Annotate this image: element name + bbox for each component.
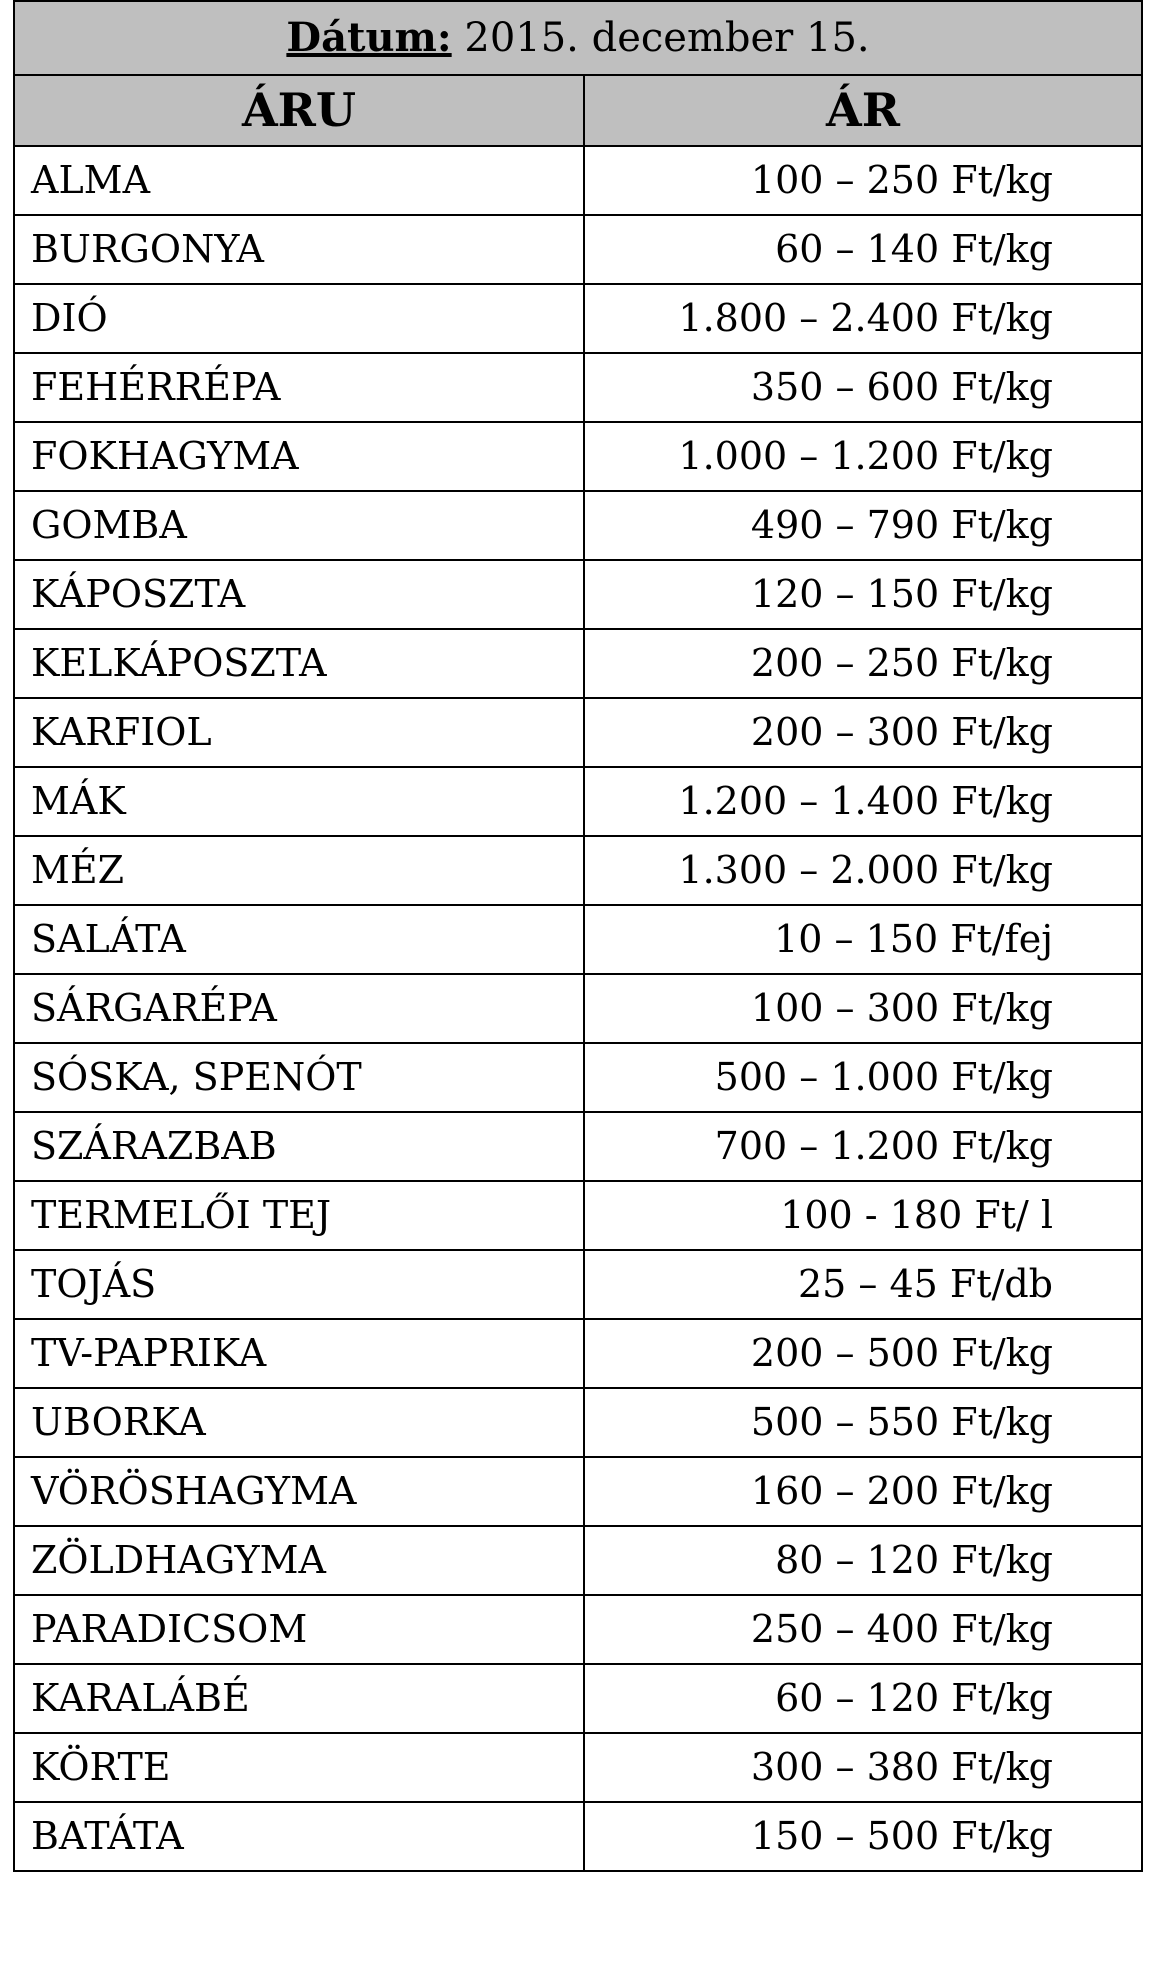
table-row [14,284,1142,353]
table-row [14,1733,1142,1802]
item-name-cell: SÓSKA, SPENÓT [14,1043,584,1112]
item-name-cell: TV-PAPRIKA [14,1319,584,1388]
table-row [14,905,1142,974]
table-row [14,1043,1142,1112]
price-cell: 1.200 – 1.400 Ft/kg [584,767,1142,836]
price-cell: 60 – 140 Ft/kg [584,215,1142,284]
item-name-cell: GOMBA [14,491,584,560]
price-cell: 200 – 250 Ft/kg [584,629,1142,698]
price-cell: 1.300 – 2.000 Ft/kg [584,836,1142,905]
item-name-cell: KARFIOL [14,698,584,767]
table-row [14,698,1142,767]
item-name-cell: MÁK [14,767,584,836]
table-row [14,1319,1142,1388]
table-row [14,215,1142,284]
table-row [14,491,1142,560]
item-name-cell: SZÁRAZBAB [14,1112,584,1181]
price-cell: 500 – 1.000 Ft/kg [584,1043,1142,1112]
item-name-cell: ALMA [14,146,584,215]
table-row [14,1664,1142,1733]
item-name-cell: FEHÉRRÉPA [14,353,584,422]
table-row [14,353,1142,422]
price-cell: 160 – 200 Ft/kg [584,1457,1142,1526]
price-table [13,0,1143,1872]
price-cell: 120 – 150 Ft/kg [584,560,1142,629]
price-cell: 700 – 1.200 Ft/kg [584,1112,1142,1181]
price-cell: 300 – 380 Ft/kg [584,1733,1142,1802]
price-cell: 200 – 500 Ft/kg [584,1319,1142,1388]
table-row [14,1181,1142,1250]
item-name-cell: KELKÁPOSZTA [14,629,584,698]
item-name-cell: VÖRÖSHAGYMA [14,1457,584,1526]
item-name-cell: KÖRTE [14,1733,584,1802]
table-row [14,1250,1142,1319]
item-name-cell: TERMELŐI TEJ [14,1181,584,1250]
date-row [14,1,1142,75]
item-name-cell: ZÖLDHAGYMA [14,1526,584,1595]
date-label: Dátum: [286,14,452,61]
table-row [14,1388,1142,1457]
header-row [14,75,1142,146]
price-cell: 490 – 790 Ft/kg [584,491,1142,560]
price-cell: 100 – 250 Ft/kg [584,146,1142,215]
table-row [14,629,1142,698]
price-cell: 60 – 120 Ft/kg [584,1664,1142,1733]
table-row [14,974,1142,1043]
price-cell: 1.000 – 1.200 Ft/kg [584,422,1142,491]
price-cell: 150 – 500 Ft/kg [584,1802,1142,1871]
date-cell [14,1,1142,75]
price-cell: 100 – 300 Ft/kg [584,974,1142,1043]
table-body [14,146,1142,1871]
table-row [14,1802,1142,1871]
price-cell: 1.800 – 2.400 Ft/kg [584,284,1142,353]
price-cell: 500 – 550 Ft/kg [584,1388,1142,1457]
date-value: 2015. december 15. [464,15,870,61]
table-row [14,1457,1142,1526]
table-row [14,767,1142,836]
item-name-cell: UBORKA [14,1388,584,1457]
price-cell: 80 – 120 Ft/kg [584,1526,1142,1595]
table-row [14,836,1142,905]
price-cell: 200 – 300 Ft/kg [584,698,1142,767]
table-row [14,1112,1142,1181]
column-header-price: ÁR [584,75,1142,146]
item-name-cell: TOJÁS [14,1250,584,1319]
table-row [14,146,1142,215]
item-name-cell: BURGONYA [14,215,584,284]
item-name-cell: DIÓ [14,284,584,353]
item-name-cell: SALÁTA [14,905,584,974]
item-name-cell: KÁPOSZTA [14,560,584,629]
price-cell: 350 – 600 Ft/kg [584,353,1142,422]
table-row [14,422,1142,491]
table-row [14,1595,1142,1664]
table-row [14,1526,1142,1595]
item-name-cell: SÁRGARÉPA [14,974,584,1043]
price-cell: 25 – 45 Ft/db [584,1250,1142,1319]
item-name-cell: BATÁTA [14,1802,584,1871]
price-cell: 10 – 150 Ft/fej [584,905,1142,974]
table-row [14,560,1142,629]
item-name-cell: MÉZ [14,836,584,905]
column-header-item: ÁRU [14,75,584,146]
item-name-cell: KARALÁBÉ [14,1664,584,1733]
item-name-cell: FOKHAGYMA [14,422,584,491]
price-cell: 250 – 400 Ft/kg [584,1595,1142,1664]
price-cell: 100 - 180 Ft/ l [584,1181,1142,1250]
item-name-cell: PARADICSOM [14,1595,584,1664]
